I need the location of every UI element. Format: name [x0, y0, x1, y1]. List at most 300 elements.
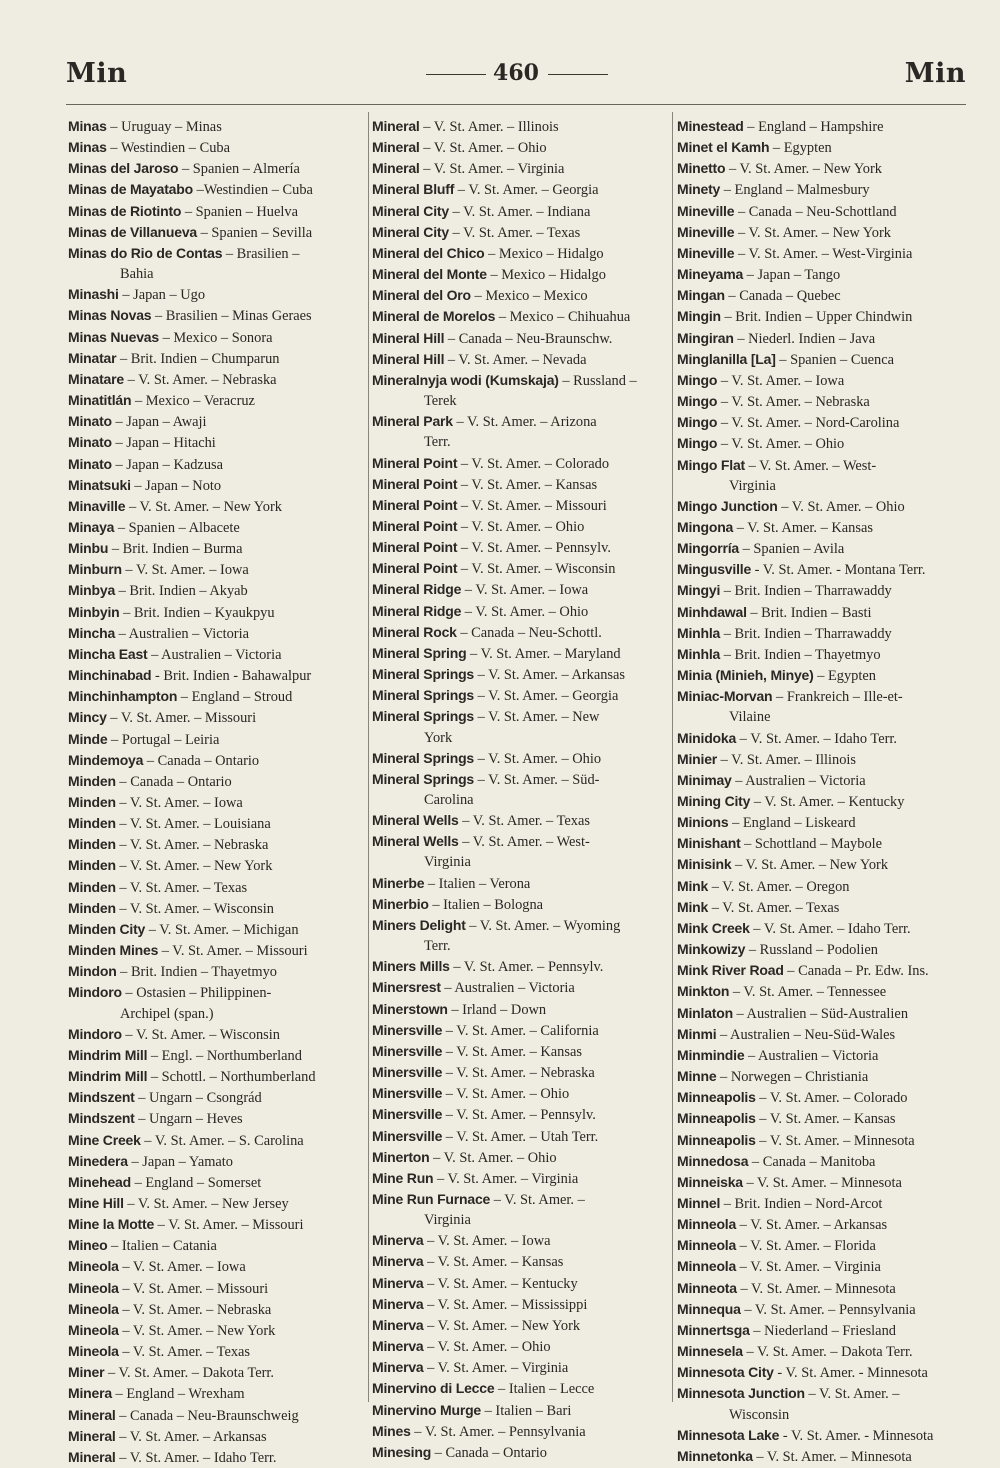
entry-location: – V. St. Amer. – Virginia [423, 1360, 569, 1377]
entry-location: – V. St. Amer. – Virginia [736, 1259, 881, 1276]
gazetteer-entry [68, 284, 364, 305]
entry-headword: Mineola [68, 1279, 119, 1296]
gazetteer-entry [372, 894, 668, 915]
entry-headword: Mingo [677, 393, 718, 410]
entry-headword: Mindrim Mill [68, 1068, 148, 1085]
entry-location: – V. St. Amer. – [804, 1386, 900, 1403]
entry-headword: Mines [372, 1422, 411, 1439]
entry-headword: Minnertsga [677, 1321, 750, 1338]
gazetteer-entry [372, 1041, 668, 1062]
gazetteer-entry [372, 748, 668, 769]
gazetteer-entry [677, 939, 969, 960]
entry-headword: Minetto [677, 160, 726, 177]
entry-location: – Brit. Indien – Tharrawaddy [720, 583, 892, 600]
gazetteer-entry [68, 559, 364, 580]
gazetteer-entry [68, 538, 364, 559]
gazetteer-entry [68, 1193, 364, 1214]
gazetteer-entry [372, 873, 668, 894]
gazetteer-entry [372, 222, 668, 243]
entry-headword: Minions [677, 814, 729, 831]
gazetteer-entry [68, 813, 364, 834]
entry-location: – Canada – Ontario [115, 773, 232, 790]
gazetteer-entry [68, 1151, 364, 1172]
gazetteer-entry [677, 876, 969, 897]
entry-headword: Mindrim Mill [68, 1046, 148, 1063]
entry-headword: Mineral [68, 1448, 116, 1465]
entry-headword: Minmi [677, 1025, 717, 1042]
gazetteer-entry [372, 1357, 668, 1378]
entry-headword: Minhdawal [677, 603, 747, 620]
entry-location: – Brit. Indien – Tharrawaddy [720, 625, 892, 642]
entry-location: – Westindien – Cuba [106, 140, 230, 157]
entry-headword: Mineral [68, 1406, 116, 1423]
entry-location: – V. St. Amer. – Arkansas [474, 667, 626, 684]
entry-headword: Mineral Hill [372, 350, 445, 367]
entry-headword: Minden [68, 857, 116, 874]
entry-headword: Minersville [372, 1042, 443, 1059]
gazetteer-entry [68, 243, 364, 264]
gazetteer-entry [677, 559, 969, 580]
entry-location: – V. St. Amer. – Süd- [474, 771, 600, 788]
entry-headword: Mink Creek [677, 919, 750, 936]
entry-location: – Canada – Neu-Schottland [734, 203, 897, 220]
entry-location: – England – Hampshire [743, 119, 884, 135]
entry-location: – Australien – Victoria [440, 980, 575, 997]
entry-headword: Minerstown [372, 1000, 448, 1017]
gazetteer-entry [372, 537, 668, 558]
entry-headword: Minlaton [677, 1004, 733, 1021]
entry-location: – V. St. Amer. – Minnesota [736, 1280, 896, 1297]
entry-headword: Mineral Wells [372, 833, 459, 850]
entry-headword: Minimay [677, 771, 732, 788]
gazetteer-entry [372, 706, 668, 727]
gazetteer-entry [372, 956, 668, 977]
gazetteer-entry-continuation [372, 1210, 668, 1230]
entry-location: – V. St. Amer. – Texas [118, 1344, 251, 1361]
gazetteer-entry [677, 623, 969, 644]
gazetteer-entry [677, 179, 969, 200]
gazetteer-entry [68, 158, 364, 179]
gazetteer-entry [677, 602, 969, 623]
entry-headword: Mineyama [677, 266, 744, 283]
gazetteer-entry [372, 1230, 668, 1251]
entry-location: – V. St. Amer. – Idaho Terr. [749, 920, 911, 937]
entry-location: – V. St. Amer. – Kentucky [750, 794, 905, 810]
entry-location: – V. St. Amer. – West-Virginia [734, 245, 913, 262]
entry-location: – V. St. Amer. – Wisconsin [115, 900, 274, 917]
entry-location: – V. St. Amer. – Virginia [433, 1170, 579, 1187]
entry-headword: Minerbio [372, 895, 429, 912]
gazetteer-entry-continuation [372, 790, 668, 810]
entry-location: – Portugal – Leiria [107, 731, 220, 748]
entry-location: Terr. [424, 938, 451, 955]
gazetteer-entry [68, 454, 364, 475]
entry-location: – Mexico – Chihuahua [495, 309, 631, 326]
gazetteer-entry [372, 1421, 668, 1442]
gazetteer-entry [372, 1104, 668, 1125]
entry-location: – Mexico – Sonora [158, 329, 273, 346]
entry-location: – Spanien – Cuenca [775, 351, 894, 368]
entry-location: – V. St. Amer. – Oregon [708, 878, 850, 895]
entry-headword: Mineral del Chico [372, 244, 485, 261]
entry-location: Vilaine [729, 709, 771, 726]
entry-location: – V. St. Amer. – New York [118, 1322, 276, 1339]
entry-headword: Minbu [68, 540, 109, 557]
gazetteer-entry [68, 1383, 364, 1404]
entry-headword: Mink [677, 877, 709, 894]
entry-location: – England – Wrexham [111, 1386, 245, 1403]
gazetteer-entry [677, 1320, 969, 1341]
gazetteer-entry [372, 999, 668, 1020]
entry-headword: Mindszent [68, 1089, 135, 1106]
entry-location: – V. St. Amer. – Ohio [429, 1149, 557, 1166]
entry-headword: Minas Novas [68, 307, 152, 324]
gazetteer-entry [677, 285, 969, 306]
entry-location: – Brit. Indien – Nord-Arcot [720, 1195, 883, 1212]
entry-headword: Mining City [677, 793, 751, 809]
entry-headword: Minishant [677, 835, 741, 852]
gazetteer-entry [372, 1336, 668, 1357]
entry-location: – Ungarn – Csongrád [134, 1090, 262, 1107]
entry-headword: Minersville [372, 1085, 443, 1102]
entry-location: – V. St. Amer. – Virginia [419, 161, 565, 178]
entry-location: – Spanien – Avila [738, 541, 845, 558]
entry-headword: Mineral Rock [372, 623, 457, 640]
entry-headword: Mingo [677, 371, 718, 388]
entry-headword: Minerva [372, 1295, 424, 1312]
gazetteer-entry [677, 854, 969, 875]
gazetteer-entry [677, 686, 969, 707]
gazetteer-entry [677, 580, 969, 601]
entry-headword: Minaya [68, 518, 115, 535]
gazetteer-entry [372, 810, 668, 831]
entry-location: – V. St. Amer. – Kansas [423, 1254, 564, 1271]
gazetteer-entry-continuation [677, 476, 969, 496]
gazetteer-entry [68, 982, 364, 1003]
entry-location: Archipel (span.) [120, 1005, 214, 1022]
gazetteer-entry [677, 1172, 969, 1193]
gazetteer-entry [677, 243, 969, 264]
gazetteer-entry [372, 643, 668, 664]
entry-location: – Australien – Victoria [744, 1047, 879, 1064]
column-3 [677, 116, 969, 1467]
gazetteer-entry [677, 1299, 969, 1320]
entry-headword: Mingiran [677, 329, 734, 346]
gazetteer-entry [68, 1108, 364, 1129]
entry-location: – Egypten [769, 140, 832, 157]
page-number: 460 [493, 60, 539, 86]
entry-location: – Mexico – Hidalgo [486, 267, 606, 284]
entry-location: Virginia [729, 477, 776, 494]
entry-headword: Mineral City [372, 223, 449, 240]
entry-headword: Minier [677, 750, 718, 767]
entry-location: – Canada – Manitoba [748, 1153, 876, 1170]
entry-headword: Minato [68, 455, 112, 472]
gazetteer-entry [68, 1045, 364, 1066]
entry-location: – Canada – Pr. Edw. Ins. [783, 963, 929, 980]
entry-location: – Italien – Lecce [494, 1381, 595, 1398]
gazetteer-entry [677, 1108, 969, 1129]
entry-location: - V. St. Amer. - Minnesota [773, 1365, 928, 1382]
entry-location: – V. St. Amer. – Minnesota [752, 1448, 912, 1465]
entry-headword: Minbya [68, 582, 116, 599]
entry-headword: Minas de Riotinto [68, 202, 182, 219]
entry-headword: Minashi [68, 286, 119, 303]
entry-headword: Minas Nuevas [68, 328, 159, 345]
gazetteer-entry [372, 915, 668, 936]
entry-headword: Minnesela [677, 1343, 743, 1360]
entry-location: – V. St. Amer. – Iowa [717, 372, 845, 389]
entry-location: –Westindien – Cuba [192, 182, 313, 199]
entry-location: – V. St. Amer. – Kentucky [423, 1275, 578, 1292]
entry-headword: Mincy [68, 709, 107, 726]
gazetteer-entry [677, 665, 969, 686]
gazetteer-entry [372, 349, 668, 370]
gazetteer-entry [677, 538, 969, 559]
gazetteer-entry [68, 1214, 364, 1235]
entry-headword: Mink River Road [677, 962, 784, 979]
entry-location: – V. St. Amer. – Illinois [419, 119, 559, 135]
entry-headword: Mineral de Morelos [372, 308, 496, 325]
entry-headword: Minerva [372, 1359, 424, 1376]
entry-location: – V. St. Amer. – Nebraska [123, 371, 277, 388]
gazetteer-entry [68, 369, 364, 390]
entry-location: – V. St. Amer. – Pennsylv. [457, 540, 611, 557]
entry-location: – Japan – Hitachi [111, 435, 216, 452]
entry-location: – V. St. Amer. – New York [734, 224, 891, 241]
gazetteer-entry [372, 285, 668, 306]
gazetteer-entry [677, 496, 969, 517]
entry-location: Carolina [424, 792, 474, 808]
entry-location: – V. St. Amer. – Ohio [419, 140, 547, 157]
entry-headword: Mineral Springs [372, 708, 475, 725]
gazetteer-entry [372, 664, 668, 685]
entry-location: – V. St. Amer. – Texas [708, 899, 840, 916]
entry-headword: Minerva [372, 1274, 424, 1291]
gazetteer-entry [68, 644, 364, 665]
entry-headword: Minet el Kamh [677, 139, 770, 156]
entry-location: – V. St. Amer. – Wyoming [465, 917, 621, 934]
entry-headword: Mineral del Oro [372, 287, 471, 304]
entry-headword: Minkowizy [677, 941, 746, 958]
gazetteer-entry [68, 1447, 364, 1468]
gazetteer-entry [677, 1425, 969, 1446]
gazetteer-entry-continuation [372, 936, 668, 956]
entry-headword: Mingo Junction [677, 497, 778, 514]
entry-headword: Minerva [372, 1232, 424, 1249]
entry-headword: Minnesota Lake [677, 1426, 780, 1443]
gazetteer-entry [68, 222, 364, 243]
entry-location: - V. St. Amer. - Minnesota [779, 1427, 934, 1444]
entry-headword: Minas [68, 118, 107, 134]
entry-headword: Minatsuki [68, 476, 131, 493]
entry-location: – V. St. Amer. – Arkansas [736, 1217, 888, 1234]
gazetteer-entry [68, 201, 364, 222]
entry-location: – V. St. Amer. – West- [458, 834, 590, 851]
gazetteer-entry [372, 1378, 668, 1399]
entry-headword: Minchinhampton [68, 688, 178, 705]
entry-headword: Minglanilla [La] [677, 350, 776, 367]
gazetteer-entry [677, 833, 969, 854]
entry-location: – Canada – Neu-Braunschweig [115, 1407, 299, 1424]
entry-location: Virginia [424, 854, 471, 871]
entry-headword: Mineo [68, 1237, 108, 1254]
entry-headword: Mineral Springs [372, 749, 475, 766]
entry-location: – V. St. Amer. – Nevada [444, 351, 587, 368]
entry-location: – V. St. Amer. – Ohio [717, 436, 845, 453]
entry-headword: Mineral Point [372, 517, 458, 534]
entry-location: – England – Malmesbury [720, 182, 870, 199]
gazetteer-entry [677, 201, 969, 222]
entry-headword: Minden [68, 794, 116, 810]
entry-headword: Miners Delight [372, 916, 466, 933]
gazetteer-entry [677, 960, 969, 981]
gazetteer-entry [372, 1315, 668, 1336]
gazetteer-entry [677, 1278, 969, 1299]
entry-location: – V. St. Amer. – Missouri [158, 943, 308, 960]
entry-headword: Minden [68, 878, 116, 895]
entry-headword: Mingin [677, 308, 721, 325]
entry-location: – V. St. Amer. – S. Carolina [140, 1132, 304, 1149]
entry-headword: Mindszent [68, 1110, 135, 1127]
entry-location: – V. St. Amer. – Georgia [474, 688, 619, 705]
entry-location: – Niederl. Indien – Java [733, 330, 876, 347]
entry-headword: Mineral Point [372, 560, 458, 577]
entry-location: – V. St. Amer. – Louisiana [115, 816, 271, 833]
gazetteer-entry [372, 1147, 668, 1168]
entry-location: – V. St. Amer. – Georgia [454, 182, 599, 199]
entry-headword: Mineville [677, 223, 735, 240]
gazetteer-entry [677, 222, 969, 243]
entry-headword: Minburn [68, 561, 122, 578]
gazetteer-entry [677, 1362, 969, 1383]
entry-location: – Canada – Ontario [143, 752, 260, 769]
entry-location: – V. St. Amer. – Pennsylvania [740, 1301, 916, 1318]
gazetteer-entry-continuation [677, 1405, 969, 1425]
entry-headword: Mineral [372, 139, 420, 156]
entry-location: – Canada – Neu-Schottl. [456, 624, 602, 641]
entry-headword: Minnesota City [677, 1364, 774, 1381]
gazetteer-entry [68, 496, 364, 517]
gazetteer-entry [68, 348, 364, 369]
gazetteer-entry [68, 116, 364, 137]
entry-headword: Minhla [677, 624, 721, 641]
entry-headword: Mine la Motte [68, 1216, 155, 1233]
page-header [66, 58, 966, 98]
entry-headword: Mink [677, 898, 709, 915]
entry-headword: Mine Run [372, 1169, 434, 1186]
gazetteer-entry [68, 517, 364, 538]
entry-headword: Minneiska [677, 1173, 743, 1190]
gazetteer-entry [677, 1341, 969, 1362]
gazetteer-entry [677, 328, 969, 349]
entry-headword: Minesing [372, 1443, 432, 1460]
gazetteer-entry-continuation [372, 852, 668, 872]
entry-location: – Mexico – Mexico [470, 288, 588, 305]
gazetteer-entry [677, 812, 969, 833]
entry-location: – Canada – Ontario [431, 1444, 547, 1461]
column-divider-2 [672, 112, 673, 1402]
entry-headword: Mineral Point [372, 539, 458, 556]
entry-location: – V. St. Amer. – Dakota Terr. [104, 1365, 275, 1382]
entry-headword: Minerva [372, 1316, 424, 1333]
gazetteer-entry [372, 977, 668, 998]
entry-headword: Mineralnyja wodi (Kumskaja) [372, 371, 559, 388]
entry-headword: Mingo Flat [677, 456, 745, 473]
entry-headword: Mingona [677, 518, 734, 535]
entry-location: – England – Liskeard [728, 815, 856, 832]
entry-headword: Minerbe [372, 874, 425, 891]
gazetteer-entry [68, 179, 364, 200]
entry-location: – V. St. Amer. – Iowa [118, 1259, 246, 1276]
gazetteer-entry [677, 264, 969, 285]
gazetteer-entry [677, 1130, 969, 1151]
entry-location: – V. St. Amer. – Missouri [457, 497, 607, 514]
gazetteer-entry [68, 390, 364, 411]
entry-headword: Mineral Springs [372, 687, 475, 704]
entry-headword: Minneola [677, 1237, 737, 1254]
gazetteer-entry [68, 1066, 364, 1087]
entry-location: – V. St. Amer. – Kansas [442, 1043, 582, 1060]
gazetteer-entry [677, 770, 969, 791]
entry-location: – V. St. Amer. – Texas [115, 879, 248, 896]
entry-headword: Mine Creek [68, 1131, 141, 1148]
entry-location: – V. St. Amer. – Wisconsin [121, 1026, 280, 1043]
entry-location: – Ungarn – Heves [134, 1111, 243, 1128]
entry-location: – Brit. Indien – Thayetmyo [116, 964, 277, 981]
entry-location: – V. St. Amer. – Idaho Terr. [115, 1449, 277, 1466]
gazetteer-entry [372, 264, 668, 285]
gazetteer-entry [68, 137, 364, 158]
gazetteer-entry [68, 1362, 364, 1383]
entry-location: – V. St. Amer. – Mississippi [423, 1296, 588, 1313]
entry-headword: Mineville [677, 244, 735, 261]
entry-location: – Schottland – Maybole [740, 836, 883, 853]
entry-location: – Japan – Awaji [111, 414, 207, 431]
entry-headword: Mineola [68, 1258, 119, 1275]
entry-location: – V. St. Amer. – Minnesota [755, 1132, 915, 1149]
gazetteer-entry [68, 411, 364, 432]
entry-location: – V. St. Amer. – Idaho Terr. [736, 730, 897, 747]
entry-location: – Brit. Indien – Burma [108, 541, 243, 558]
gazetteer-entry [68, 940, 364, 961]
gazetteer-entry [372, 306, 668, 327]
entry-location: – V. St. Amer. – Iowa [115, 795, 243, 811]
entry-location: – V. St. Amer. – West- [745, 457, 877, 474]
entry-location: – England – Stroud [177, 689, 293, 706]
entry-location: – Schottl. – Northumberland [147, 1069, 316, 1086]
entry-location: York [424, 729, 453, 746]
gazetteer-entry [677, 644, 969, 665]
entry-headword: Minatitlán [68, 392, 132, 409]
entry-location: – V. St. Amer. – Iowa [461, 582, 589, 599]
entry-headword: Mineral Park [372, 413, 453, 430]
gazetteer-entry [68, 877, 364, 898]
entry-headword: Minas de Villanueva [68, 223, 197, 240]
entry-headword: Minkton [677, 983, 730, 1000]
entry-location: – Canada – Neu-Braunschw. [444, 330, 613, 347]
entry-headword: Minatare [68, 370, 124, 387]
gazetteer-entry [677, 1003, 969, 1024]
gazetteer-entry [68, 686, 364, 707]
gazetteer-entry [68, 750, 364, 771]
gazetteer-entry [677, 1066, 969, 1087]
header-divider [66, 104, 966, 105]
entry-location: – V. St. Amer. – Texas [458, 813, 590, 830]
entry-headword: Mineola [68, 1300, 119, 1317]
entry-headword: Mineral [68, 1427, 116, 1444]
gazetteer-entry [372, 1294, 668, 1315]
